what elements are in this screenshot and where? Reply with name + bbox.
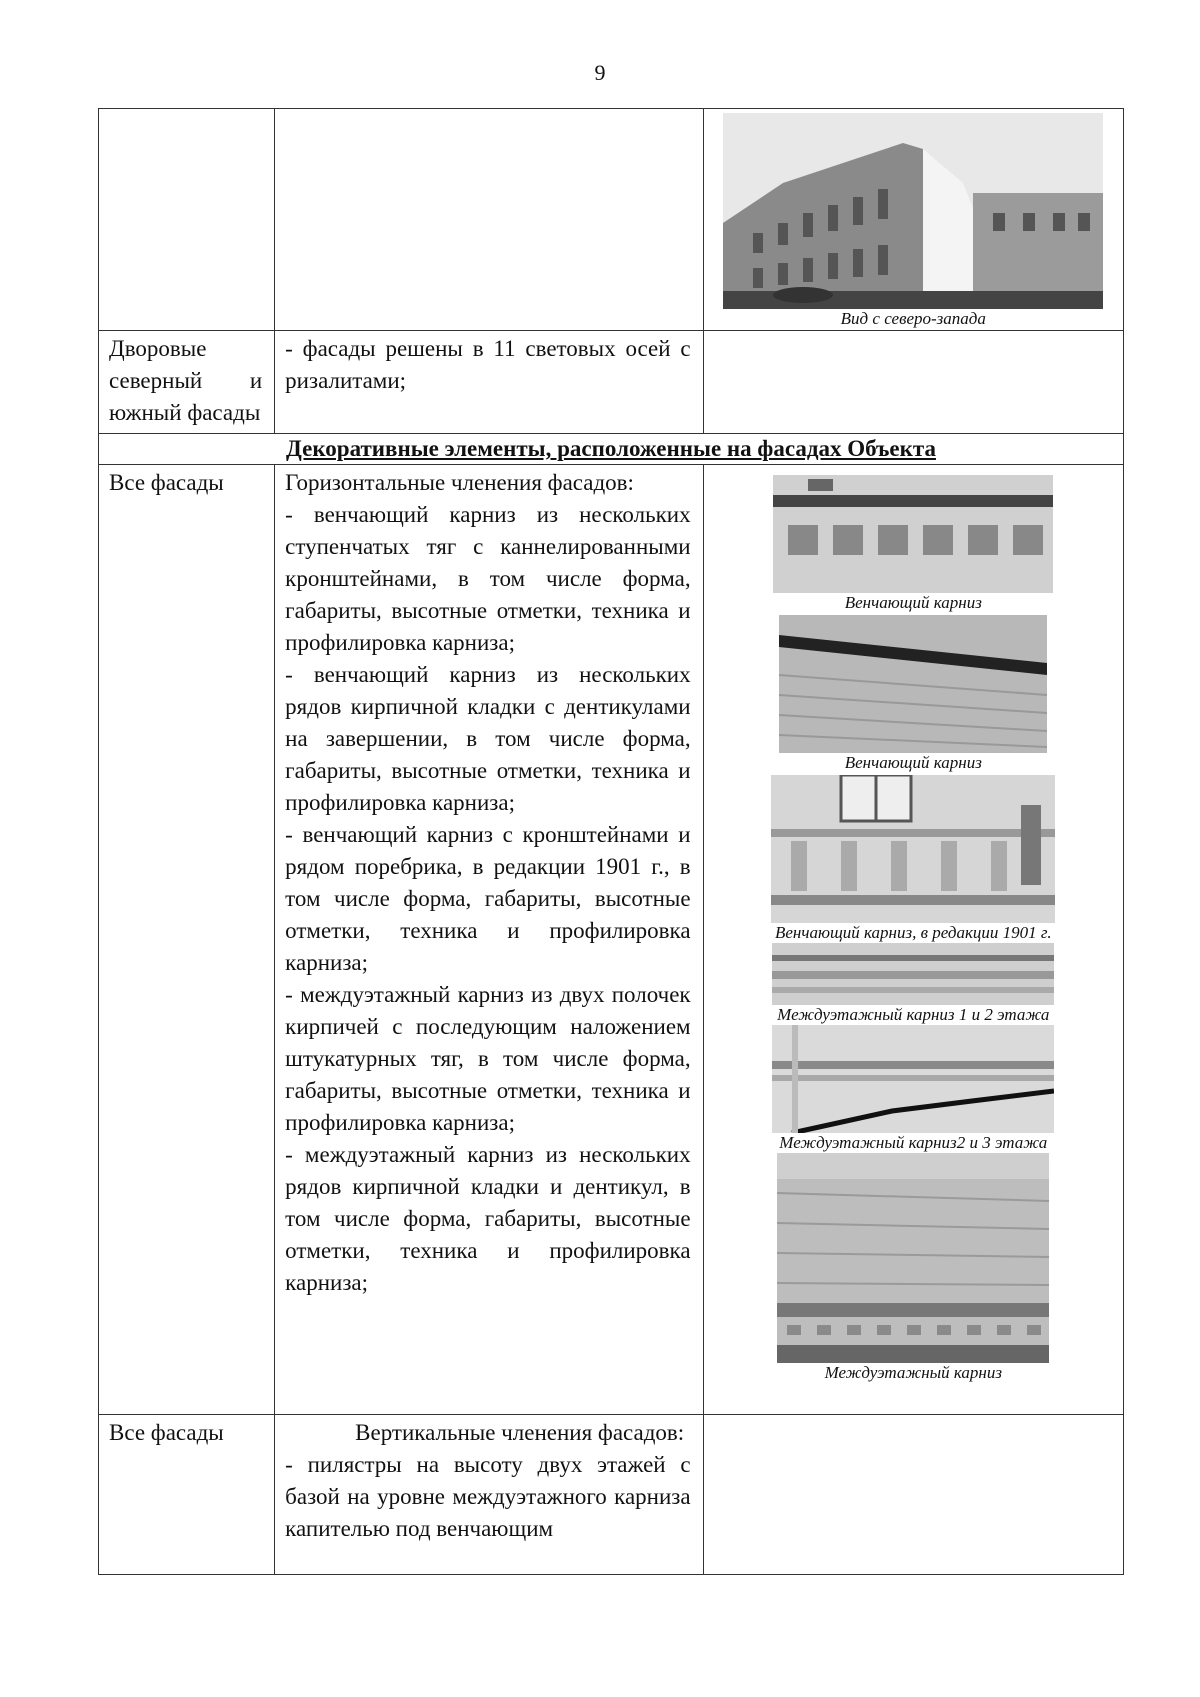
list-item: - венчающий карниз из нескольких рядов кирпичной кладки с дентикулами на завершении, в том числе форма, габариты, высотные отметки, техника и профилировка карниза; [285,662,691,815]
cornice-photo [772,943,1054,1005]
empty-cell [703,331,1123,434]
list-item: - венчающий карниз с кронштейнами и рядом поребрика, в редакции 1901 г., в том числе форма, габариты, высотные отметки, техника и профилировка карниза; [285,822,691,975]
empty-cell [275,109,703,331]
description-cell [275,1415,703,1575]
table-row-courtyard [99,331,1124,434]
facade-name-line: северный и [109,368,263,393]
list-item: - междуэтажный карниз из двух полочек кирпичей с последующим наложением штукатурных тяг, в том числе форма, габариты, высотные отметки, техника и профилировка карниза; [285,982,691,1135]
table-row-vertical [99,1415,1124,1575]
photo-caption: Венчающий карниз [844,753,982,772]
photo-caption: Венчающий карниз, в редакции 1901 г. [774,923,1052,942]
table-row-section-heading [99,434,1124,465]
table-row-photo [99,109,1124,331]
facade-name-cell [99,1415,275,1575]
facade-name-line: Дворовые [109,336,207,361]
cornice-photo [773,475,1053,593]
facade-name-cell [99,465,275,1415]
photo-caption: Вид с северо-запада [840,309,986,328]
section-subheading: Горизонтальные членения фасадов: [285,470,634,495]
facade-description: - фасады решены в 11 световых осей с ризалитами; [285,336,691,393]
empty-cell [99,109,275,331]
facade-name-line: южный фасады [109,400,261,425]
photos-cell [703,465,1123,1415]
empty-cell [703,1415,1123,1575]
photo-caption: Междуэтажный карниз2 и 3 этажа [779,1133,1048,1152]
section-heading: Декоративные элементы, расположенные на фасадах Объекта [286,436,936,461]
list-item: - пилястры на высоту двух этажей с базой на уровне междуэтажного карниза капителью под венчающим [285,1452,691,1541]
photo-caption: Междуэтажный карниз 1 и 2 этажа [777,1005,1050,1024]
cornice-photo [772,1025,1054,1133]
cornice-photo [771,775,1055,923]
page-number: 9 [594,60,606,85]
list-item: - междуэтажный карниз из нескольких рядов кирпичной кладки и дентикул, в том числе форма, габариты, высотные отметки, техника и профилировка карниза; [285,1142,691,1295]
facade-name: Все фасады [109,470,224,495]
description-cell [275,331,703,434]
building-photo-northwest [723,113,1103,309]
heritage-table [98,108,1124,1575]
description-cell [275,465,703,1415]
photo-cell [703,109,1123,331]
table-row-horizontal [99,465,1124,1415]
photo-caption: Междуэтажный карниз [824,1363,1002,1382]
facade-name: Все фасады [109,1420,224,1445]
facade-name-cell [99,331,275,434]
section-subheading: Вертикальные членения фасадов: [355,1420,685,1445]
cornice-photo [779,615,1047,753]
list-item: - венчающий карниз из нескольких ступенчатых тяг с каннелированными кронштейнами, в том числе форма, габариты, высотные отметки, техника и профилировка карниза; [285,502,691,655]
photo-caption: Венчающий карниз [844,593,982,612]
section-heading-cell [99,434,1124,465]
cornice-photo [777,1153,1049,1363]
